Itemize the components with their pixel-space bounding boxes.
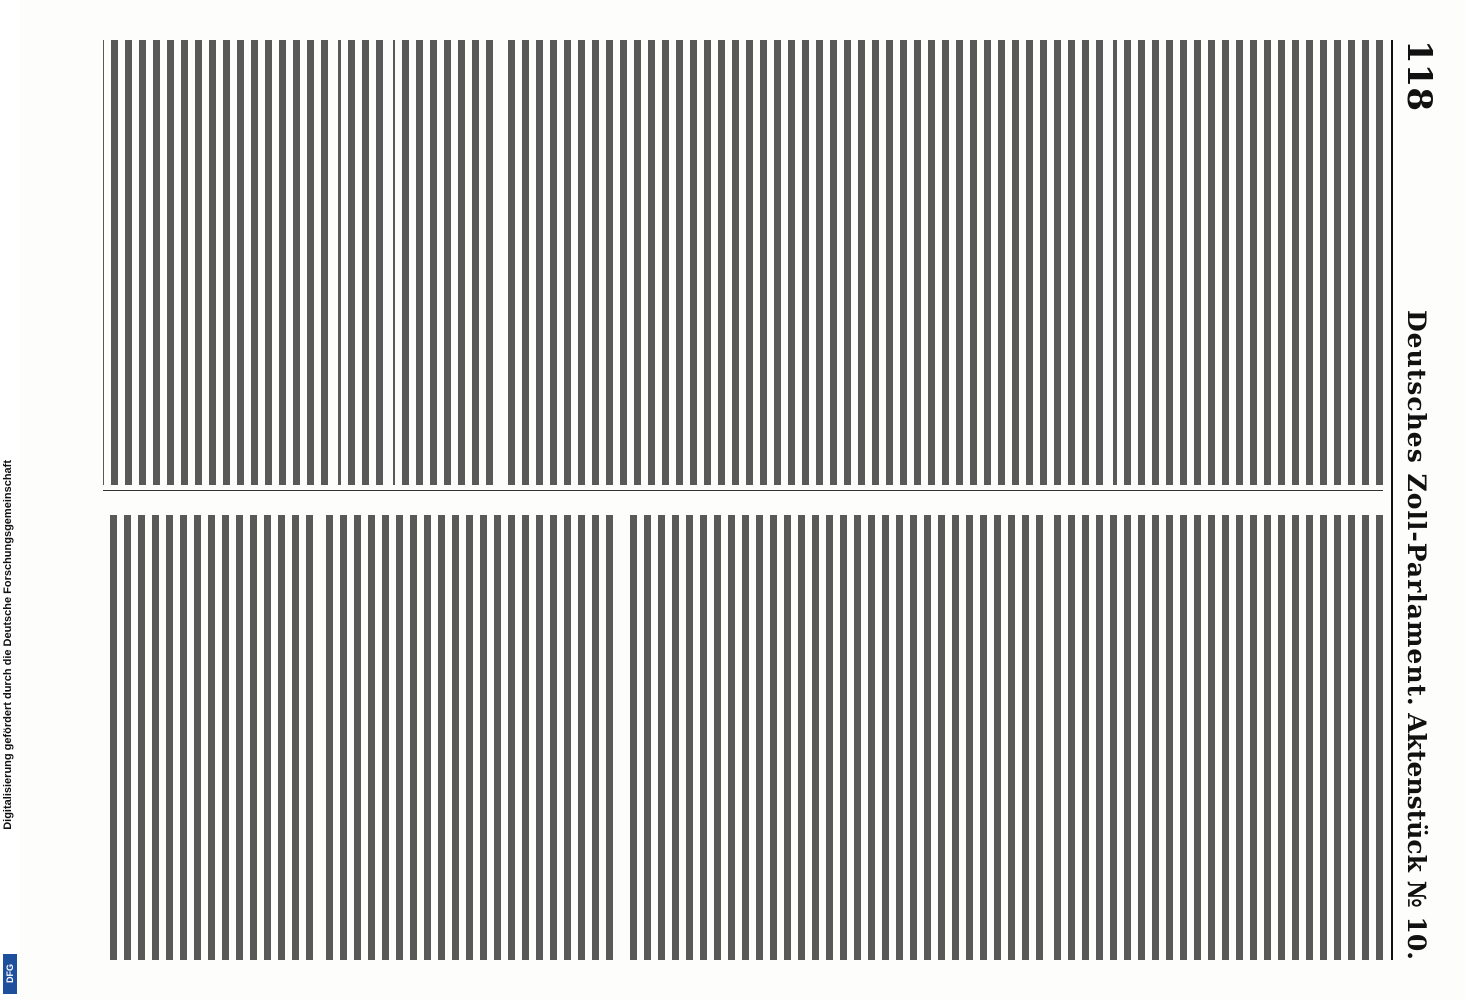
dfg-logo: DFG — [3, 954, 17, 994]
paragraph-block — [103, 40, 328, 485]
paragraph-block — [1053, 515, 1383, 960]
digitization-strip — [0, 0, 20, 1000]
paragraph-block — [323, 515, 613, 960]
paragraph-block — [393, 40, 493, 485]
paragraph-block — [503, 40, 1103, 485]
paragraph-block — [623, 515, 1043, 960]
text-column-left — [103, 40, 1383, 485]
paragraph-block — [1113, 40, 1383, 485]
digitization-note: Digitalisierung gefördert durch die Deutsche Forschungsgemeinschaft — [2, 460, 14, 830]
paragraph-block — [338, 40, 383, 485]
column-divider — [103, 490, 1383, 491]
section-label: Aktenstück № 10. — [1402, 713, 1431, 960]
page-header — [1397, 40, 1441, 960]
header-rule — [1391, 40, 1393, 960]
running-title: Deutsches Zoll-Parlament. — [1402, 310, 1431, 707]
page-number: 118 — [1399, 40, 1439, 111]
text-column-right — [103, 515, 1383, 960]
paragraph-block — [103, 515, 313, 960]
